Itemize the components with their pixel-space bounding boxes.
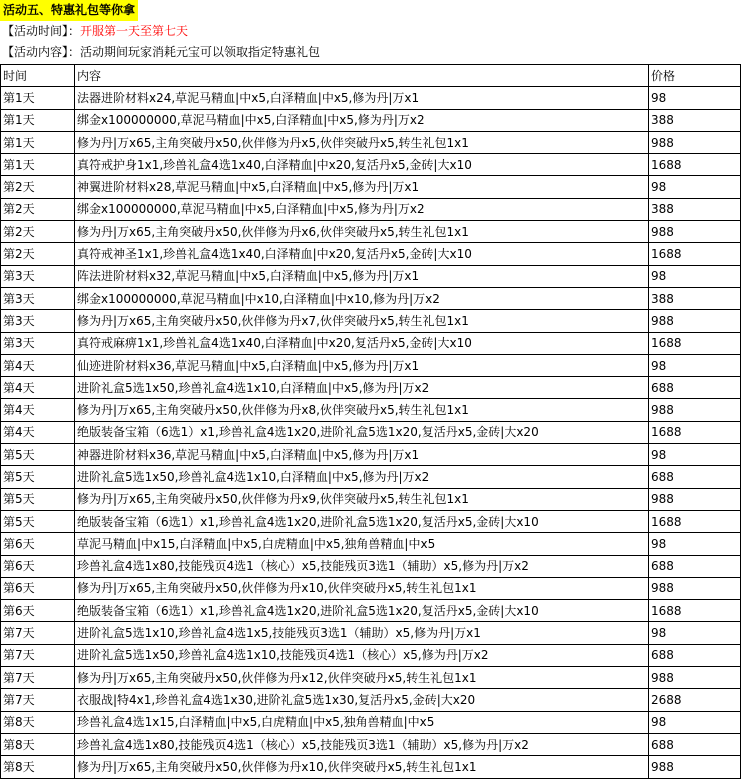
price-cell[interactable]: 98 — [649, 444, 741, 466]
day-cell[interactable]: 第3天 — [1, 310, 75, 332]
table-row — [1, 176, 741, 198]
day-cell[interactable]: 第3天 — [1, 332, 75, 354]
content-cell[interactable]: 进阶礼盒5选1x50,珍兽礼盒4选1x10,白泽精血|中x5,修为丹|万x2 — [75, 466, 649, 488]
table-row — [1, 421, 741, 443]
content-cell[interactable]: 修为丹|万x65,主角突破丹x50,伙伴修为丹x10,伙伴突破丹x5,转生礼包1x1 — [75, 577, 649, 599]
table-header-row — [1, 65, 741, 87]
activity-time-label: 【活动时间】： — [2, 24, 81, 38]
table-row — [1, 689, 741, 711]
day-cell[interactable]: 第7天 — [1, 644, 75, 666]
day-cell[interactable]: 第8天 — [1, 711, 75, 733]
price-cell[interactable]: 1688 — [649, 243, 741, 265]
day-cell[interactable]: 第6天 — [1, 555, 75, 577]
table-row — [1, 109, 741, 131]
column-header-price[interactable]: 价格 — [649, 65, 741, 87]
gift-pack-table — [0, 64, 741, 779]
price-cell[interactable]: 98 — [649, 622, 741, 644]
content-cell[interactable]: 绝版装备宝箱（6选1）x1,珍兽礼盒4选1x20,进阶礼盒5选1x20,复活丹x5,金砖|大x10 — [75, 600, 649, 622]
table-row — [1, 131, 741, 153]
table-row — [1, 310, 741, 332]
price-cell[interactable]: 688 — [649, 733, 741, 755]
price-cell[interactable]: 988 — [649, 221, 741, 243]
price-cell[interactable]: 98 — [649, 265, 741, 287]
day-cell[interactable]: 第2天 — [1, 243, 75, 265]
content-cell[interactable]: 修为丹|万x65,主角突破丹x50,伙伴修为丹x5,伙伴突破丹x5,转生礼包1x1 — [75, 131, 649, 153]
content-cell[interactable]: 进阶礼盒5选1x50,珍兽礼盒4选1x10,白泽精血|中x5,修为丹|万x2 — [75, 377, 649, 399]
price-cell[interactable]: 988 — [649, 131, 741, 153]
price-cell[interactable]: 388 — [649, 109, 741, 131]
table-row — [1, 399, 741, 421]
column-header-content[interactable]: 内容 — [75, 65, 649, 87]
table-row — [1, 488, 741, 510]
content-cell[interactable]: 修为丹|万x65,主角突破丹x50,伙伴修为丹x6,伙伴突破丹x5,转生礼包1x1 — [75, 221, 649, 243]
content-cell[interactable]: 真符戒神圣1x1,珍兽礼盒4选1x40,白泽精血|中x20,复活丹x5,金砖|大x10 — [75, 243, 649, 265]
price-cell[interactable]: 988 — [649, 310, 741, 332]
content-cell[interactable]: 衣服战|特4x1,珍兽礼盒4选1x30,进阶礼盒5选1x30,复活丹x5,金砖|大x20 — [75, 689, 649, 711]
content-cell[interactable]: 绑金x100000000,草泥马精血|中x5,白泽精血|中x5,修为丹|万x2 — [75, 198, 649, 220]
table-row — [1, 466, 741, 488]
price-cell[interactable]: 98 — [649, 176, 741, 198]
content-cell[interactable]: 神翼进阶材料x28,草泥马精血|中x5,白泽精血|中x5,修为丹|万x1 — [75, 176, 649, 198]
content-cell[interactable]: 绑金x100000000,草泥马精血|中x5,白泽精血|中x5,修为丹|万x2 — [75, 109, 649, 131]
day-cell[interactable]: 第1天 — [1, 131, 75, 153]
price-cell[interactable]: 988 — [649, 577, 741, 599]
price-cell[interactable]: 988 — [649, 488, 741, 510]
table-row — [1, 644, 741, 666]
activity-time-value: 开服第一天至第七天 — [80, 24, 189, 38]
content-cell[interactable]: 阵法进阶材料x32,草泥马精血|中x5,白泽精血|中x5,修为丹|万x1 — [75, 265, 649, 287]
price-cell[interactable]: 688 — [649, 466, 741, 488]
day-cell[interactable]: 第2天 — [1, 221, 75, 243]
content-cell[interactable]: 真符戒护身1x1,珍兽礼盒4选1x40,白泽精血|中x20,复活丹x5,金砖|大x10 — [75, 154, 649, 176]
table-row — [1, 243, 741, 265]
day-cell[interactable]: 第1天 — [1, 154, 75, 176]
day-cell[interactable]: 第6天 — [1, 600, 75, 622]
content-cell[interactable]: 绝版装备宝箱（6选1）x1,珍兽礼盒4选1x20,进阶礼盒5选1x20,复活丹x5,金砖|大x20 — [75, 421, 649, 443]
table-row — [1, 600, 741, 622]
day-cell[interactable]: 第5天 — [1, 488, 75, 510]
content-cell[interactable]: 修为丹|万x65,主角突破丹x50,伙伴修为丹x9,伙伴突破丹x5,转生礼包1x1 — [75, 488, 649, 510]
table-row — [1, 287, 741, 309]
table-row — [1, 555, 741, 577]
day-cell[interactable]: 第1天 — [1, 87, 75, 109]
table-row — [1, 622, 741, 644]
table-row — [1, 221, 741, 243]
day-cell[interactable]: 第8天 — [1, 756, 75, 778]
day-cell[interactable]: 第7天 — [1, 689, 75, 711]
content-cell[interactable]: 珍兽礼盒4选1x15,白泽精血|中x5,白虎精血|中x5,独角兽精血|中x5 — [75, 711, 649, 733]
content-cell[interactable]: 修为丹|万x65,主角突破丹x50,伙伴修为丹x7,伙伴突破丹x5,转生礼包1x1 — [75, 310, 649, 332]
table-row — [1, 265, 741, 287]
content-cell[interactable]: 真符戒麻痹1x1,珍兽礼盒4选1x40,白泽精血|中x20,复活丹x5,金砖|大x10 — [75, 332, 649, 354]
content-cell[interactable]: 草泥马精血|中x15,白泽精血|中x5,白虎精血|中x5,独角兽精血|中x5 — [75, 533, 649, 555]
day-cell[interactable]: 第2天 — [1, 198, 75, 220]
content-cell[interactable]: 仙迹进阶材料x36,草泥马精血|中x5,白泽精血|中x5,修为丹|万x1 — [75, 354, 649, 376]
price-cell[interactable]: 98 — [649, 533, 741, 555]
day-cell[interactable]: 第4天 — [1, 377, 75, 399]
price-cell[interactable]: 988 — [649, 756, 741, 778]
price-cell[interactable]: 388 — [649, 198, 741, 220]
content-cell[interactable]: 珍兽礼盒4选1x80,技能残页4选1（核心）x5,技能残页3选1（辅助）x5,修为丹|万x2 — [75, 555, 649, 577]
content-cell[interactable]: 绝版装备宝箱（6选1）x1,珍兽礼盒4选1x20,进阶礼盒5选1x20,复活丹x5,金砖|大x10 — [75, 510, 649, 532]
price-cell[interactable]: 98 — [649, 354, 741, 376]
price-cell[interactable]: 988 — [649, 399, 741, 421]
day-cell[interactable]: 第7天 — [1, 667, 75, 689]
day-cell[interactable]: 第3天 — [1, 265, 75, 287]
table-row — [1, 733, 741, 755]
price-cell[interactable]: 2688 — [649, 689, 741, 711]
content-cell[interactable]: 修为丹|万x65,主角突破丹x50,伙伴修为丹x8,伙伴突破丹x5,转生礼包1x1 — [75, 399, 649, 421]
section-title[interactable]: 活动五、特惠礼包等你拿 — [0, 0, 138, 21]
table-row — [1, 377, 741, 399]
price-cell[interactable]: 1688 — [649, 510, 741, 532]
day-cell[interactable]: 第4天 — [1, 421, 75, 443]
content-cell[interactable]: 法器进阶材料x24,草泥马精血|中x5,白泽精血|中x5,修为丹|万x1 — [75, 87, 649, 109]
table-row — [1, 332, 741, 354]
price-cell[interactable]: 1688 — [649, 600, 741, 622]
table-row — [1, 87, 741, 109]
content-cell[interactable]: 修为丹|万x65,主角突破丹x50,伙伴修为丹x10,伙伴突破丹x5,转生礼包1x1 — [75, 756, 649, 778]
day-cell[interactable]: 第6天 — [1, 533, 75, 555]
price-cell[interactable]: 98 — [649, 711, 741, 733]
price-cell[interactable]: 1688 — [649, 154, 741, 176]
content-cell[interactable]: 珍兽礼盒4选1x80,技能残页4选1（核心）x5,技能残页3选1（辅助）x5,修为丹|万x2 — [75, 733, 649, 755]
price-cell[interactable]: 988 — [649, 667, 741, 689]
price-cell[interactable]: 688 — [649, 644, 741, 666]
day-cell[interactable]: 第1天 — [1, 109, 75, 131]
day-cell[interactable]: 第2天 — [1, 176, 75, 198]
table-row — [1, 354, 741, 376]
table-row — [1, 711, 741, 733]
day-cell[interactable]: 第8天 — [1, 733, 75, 755]
day-cell[interactable]: 第5天 — [1, 510, 75, 532]
content-cell[interactable]: 进阶礼盒5选1x50,珍兽礼盒4选1x10,技能残页4选1（核心）x5,修为丹|万x2 — [75, 644, 649, 666]
content-cell[interactable]: 神器进阶材料x36,草泥马精血|中x5,白泽精血|中x5,修为丹|万x1 — [75, 444, 649, 466]
price-cell[interactable]: 1688 — [649, 332, 741, 354]
day-cell[interactable]: 第4天 — [1, 354, 75, 376]
column-header-time[interactable]: 时间 — [1, 65, 75, 87]
table-row — [1, 533, 741, 555]
table-row — [1, 510, 741, 532]
day-cell[interactable]: 第3天 — [1, 287, 75, 309]
price-cell[interactable]: 1688 — [649, 421, 741, 443]
activity-content-value: 活动期间玩家消耗元宝可以领取指定特惠礼包 — [80, 45, 321, 59]
activity-content-label: 【活动内容】： — [2, 45, 81, 59]
day-cell[interactable]: 第5天 — [1, 444, 75, 466]
day-cell[interactable]: 第6天 — [1, 577, 75, 599]
content-cell[interactable]: 进阶礼盒5选1x10,珍兽礼盒4选1x5,技能残页3选1（辅助）x5,修为丹|万x1 — [75, 622, 649, 644]
table-row — [1, 444, 741, 466]
title-row — [0, 0, 743, 21]
content-cell[interactable]: 修为丹|万x65,主角突破丹x50,伙伴修为丹x12,伙伴突破丹x5,转生礼包1x1 — [75, 667, 649, 689]
day-cell[interactable]: 第5天 — [1, 466, 75, 488]
activity-content-row[interactable] — [0, 42, 743, 63]
day-cell[interactable]: 第7天 — [1, 622, 75, 644]
table-row — [1, 198, 741, 220]
price-cell[interactable]: 388 — [649, 287, 741, 309]
table-row — [1, 756, 741, 778]
activity-time-row[interactable] — [0, 21, 743, 42]
content-cell[interactable]: 绑金x100000000,草泥马精血|中x10,白泽精血|中x10,修为丹|万x2 — [75, 287, 649, 309]
table-row — [1, 667, 741, 689]
price-cell[interactable]: 98 — [649, 87, 741, 109]
price-cell[interactable]: 688 — [649, 555, 741, 577]
day-cell[interactable]: 第4天 — [1, 399, 75, 421]
table-row — [1, 577, 741, 599]
table-row — [1, 154, 741, 176]
price-cell[interactable]: 688 — [649, 377, 741, 399]
